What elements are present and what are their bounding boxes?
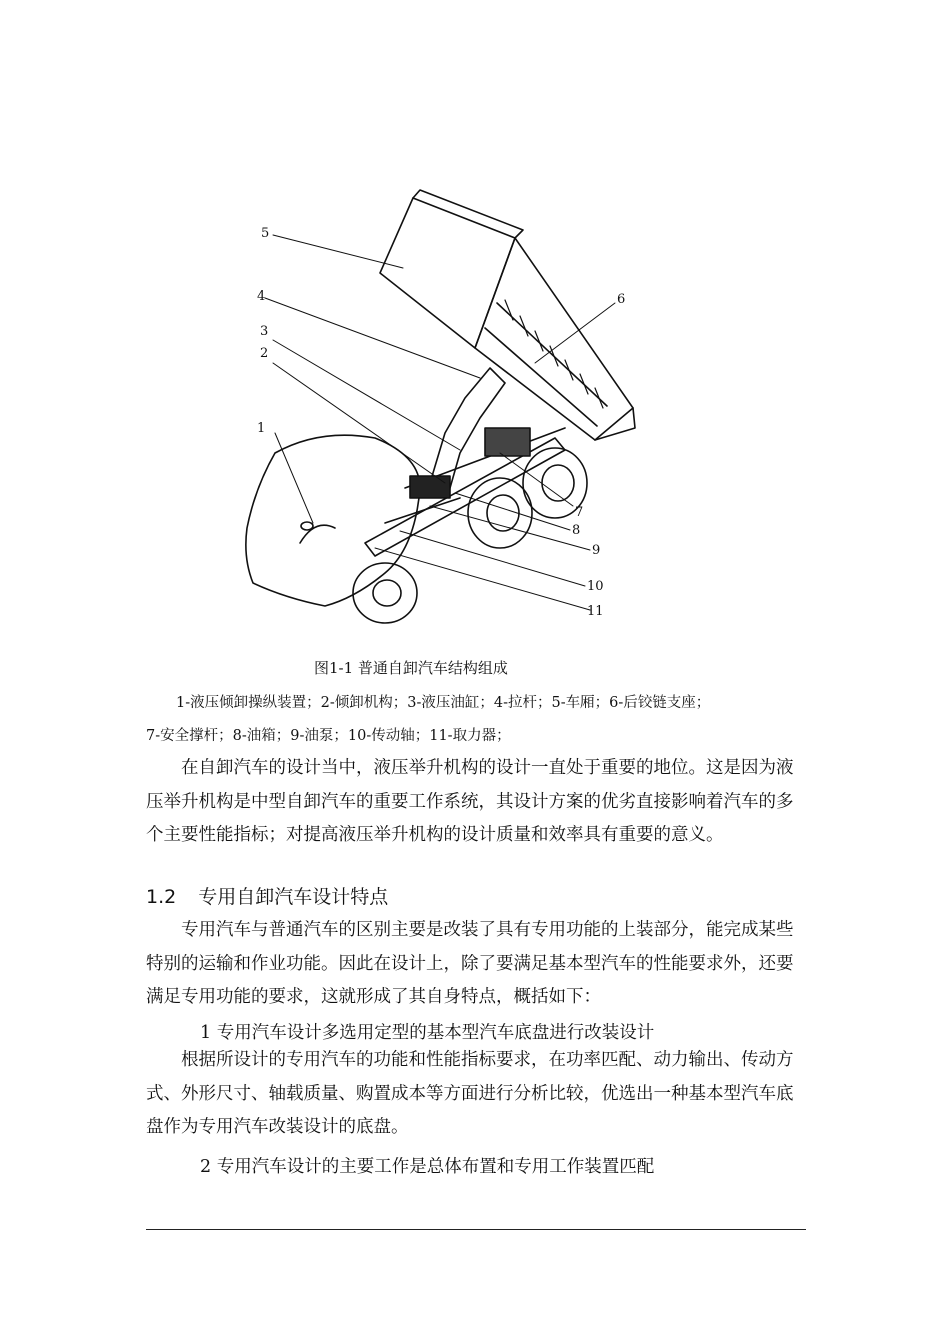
callout-label: 4	[257, 289, 266, 304]
callout-label: 6	[617, 292, 626, 307]
callout-label: 5	[261, 226, 270, 241]
callout-label: 7	[575, 505, 584, 520]
callout-label: 10	[587, 579, 604, 594]
callout-label: 9	[592, 543, 601, 558]
body-paragraph-3: 根据所设计的专用汽车的功能和性能指标要求，在功率匹配、动力输出、传动方式、外形尺寸、轴载质量、购置成本等方面进行分析比较，优选出一种基本型汽车底盘作为专用汽车改装设计的底盘。	[146, 1050, 794, 1137]
callout-label: 2	[260, 346, 269, 361]
rear-wheel-1	[468, 478, 532, 548]
figure-legend-line-2: 7-安全撑杆；8-油箱；9-油泵；10-传动轴；11-取力器；	[146, 728, 511, 744]
section-number: 1.2	[146, 886, 177, 908]
callout-label: 11	[587, 604, 604, 619]
section-title: 专用自卸汽车设计特点	[198, 886, 389, 908]
footer-rule	[146, 1229, 806, 1230]
callout-label: 8	[572, 523, 581, 538]
dump-body	[380, 198, 515, 348]
callout-label: 1	[257, 421, 266, 436]
dump-truck-drawing	[235, 188, 655, 628]
list-item-2: 2 专用汽车设计的主要工作是总体布置和专用工作装置匹配	[200, 1157, 655, 1177]
section-heading	[146, 882, 388, 909]
figure-legend-line-1: 1-液压倾卸操纵装置；2-倾卸机构；3-液压油缸；4-拉杆；5-车厢；6-后铰链支座；	[176, 695, 711, 711]
body-paragraph-2: 专用汽车与普通汽车的区别主要是改装了具有专用功能的上装部分，能完成某些特别的运输和作业功能。因此在设计上，除了要满足基本型汽车的性能要求外，还要满足专用功能的要求，这就形成了其自身特点，概括如下：	[146, 920, 794, 1007]
dump-truck-figure	[235, 188, 655, 628]
body-paragraph-1: 在自卸汽车的设计当中，液压举升机构的设计一直处于重要的地位。这是因为液压举升机构是中型自卸汽车的重要工作系统，其设计方案的优劣直接影响着汽车的多个主要性能指标；对提高液压举升机构的设计质量和效率具有重要的意义。	[146, 758, 794, 845]
figure-caption: 图1-1 普通自卸汽车结构组成	[314, 659, 508, 677]
list-item-1: 1 专用汽车设计多选用定型的基本型汽车底盘进行改装设计	[200, 1023, 655, 1043]
callout-label: 3	[260, 324, 269, 339]
